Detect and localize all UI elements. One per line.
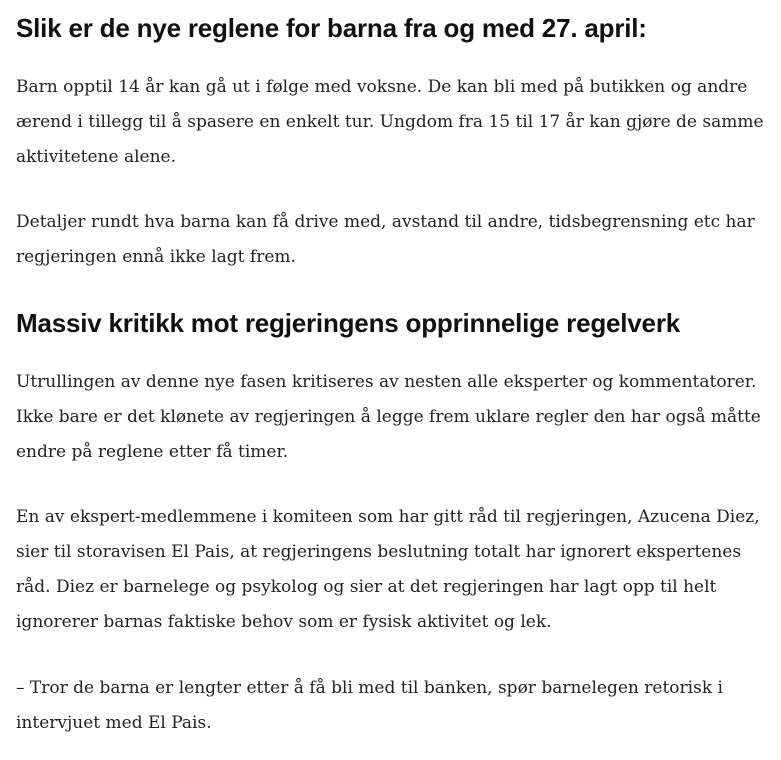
paragraph-line: En av ekspert-medlemmene i komiteen som har gitt råd til regjeringen, Azucena Diez, <box>16 507 760 527</box>
paragraph-line: intervjuet med El Pais. <box>16 713 212 733</box>
paragraph-criticism <box>16 365 781 470</box>
article-body <box>16 0 781 741</box>
paragraph-expert-opinion <box>16 500 781 640</box>
paragraph-line: regjeringen ennå ikke lagt frem. <box>16 247 296 267</box>
paragraph-line: Detaljer rundt hva barna kan få drive med, avstand til andre, tidsbegrensning etc har <box>16 212 755 232</box>
paragraph-line: sier til storavisen El Pais, at regjeringens beslutning totalt har ignorert ekspertenes <box>16 542 742 562</box>
paragraph-line: aktivitetene alene. <box>16 147 176 167</box>
paragraph-line: Barn opptil 14 år kan gå ut i følge med voksne. De kan bli med på butikken og andre <box>16 77 748 97</box>
paragraph-line: ærend i tillegg til å spasere en enkelt tur. Ungdom fra 15 til 17 år kan gjøre de samme <box>16 112 764 132</box>
paragraph-details-pending <box>16 205 781 275</box>
paragraph-quote <box>16 671 781 741</box>
section-heading-criticism: Massiv kritikk mot regjeringens opprinnelige regelverk <box>16 308 680 338</box>
section-heading-new-rules: Slik er de nye reglene for barna fra og med 27. april: <box>16 13 647 43</box>
paragraph-line: råd. Diez er barnelege og psykolog og sier at det regjeringen har lagt opp til helt <box>16 577 717 597</box>
paragraph-line: – Tror de barna er lengter etter å få bli med til banken, spør barnelegen retorisk i <box>16 678 723 698</box>
paragraph-line: Ikke bare er det klønete av regjeringen å legge frem uklare regler den har også måtte <box>16 407 761 427</box>
paragraph-line: endre på reglene etter få timer. <box>16 442 289 462</box>
paragraph-line: ignorerer barnas faktiske behov som er fysisk aktivitet og lek. <box>16 612 552 632</box>
paragraph-line: Utrullingen av denne nye fasen kritiseres av nesten alle eksperter og kommentatorer. <box>16 372 757 392</box>
paragraph-rules-children <box>16 70 781 175</box>
